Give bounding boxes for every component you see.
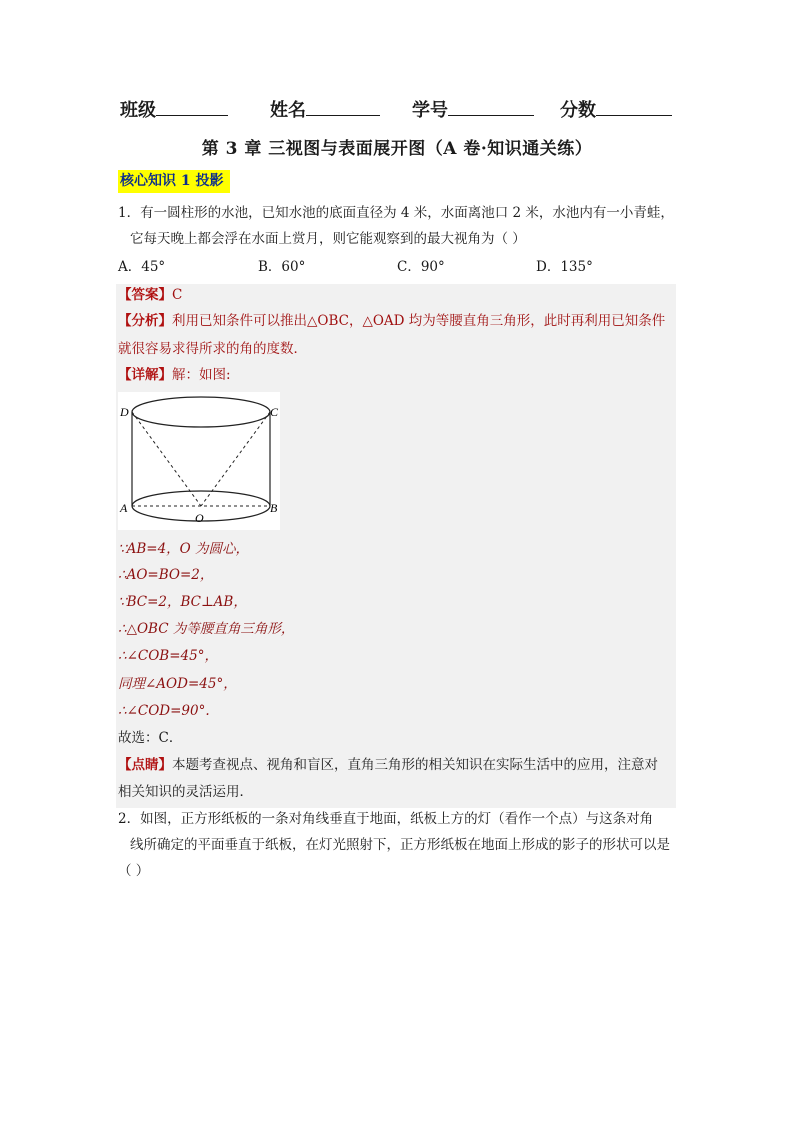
analysis-line-1 bbox=[118, 308, 678, 334]
question-1-options bbox=[118, 256, 678, 278]
label-b: B bbox=[270, 501, 278, 515]
name-label: 姓名 bbox=[270, 100, 306, 121]
question-1-line-2: 它每天晚上都会浮在水面上赏月，则它能观察到的最大视角为（ ） bbox=[130, 231, 526, 247]
step-5: ∴∠COB=45°， bbox=[118, 648, 218, 664]
question-2-line-3: （ ） bbox=[118, 863, 150, 879]
score-field bbox=[560, 96, 672, 122]
comment-line-1 bbox=[118, 752, 678, 778]
comment-text-1: 本题考查视点、视角和盲区，直角三角形的相关知识在实际生活中的应用，注意对 bbox=[172, 757, 658, 773]
question-2 bbox=[118, 806, 678, 884]
question-1-line-1: 1．有一圆柱形的水池，已知水池的底面直径为 4 米，水面离池口 2 米，水池内有一小青蛙， bbox=[118, 205, 674, 221]
choice-line: 故选：C． bbox=[118, 730, 183, 746]
detail-text: 解：如图: bbox=[172, 367, 231, 383]
cylinder-figure bbox=[118, 392, 280, 530]
score-blank[interactable] bbox=[596, 97, 672, 116]
class-blank[interactable] bbox=[156, 97, 228, 116]
top-ellipse bbox=[132, 397, 270, 427]
id-blank[interactable] bbox=[448, 97, 534, 116]
question-2-line-1: 2．如图，正方形纸板的一条对角线垂直于地面，纸板上方的灯（看作一个点）与这条对角 bbox=[118, 811, 654, 827]
analysis-text-1: 利用已知条件可以推出△OBC，△OAD 均为等腰直角三角形，此时再利用已知条件 bbox=[172, 313, 666, 329]
section-heading: 核心知识 1 投影 bbox=[118, 170, 230, 193]
step-6: 同理∠AOD=45°， bbox=[118, 676, 237, 692]
step-3: ∵BC=2，BC⊥AB， bbox=[118, 594, 247, 610]
answer-line bbox=[118, 282, 678, 308]
analysis-line-2: 就很容易求得所求的角的度数． bbox=[118, 341, 307, 357]
id-field bbox=[412, 96, 534, 122]
line-oc bbox=[201, 412, 270, 506]
cylinder-diagram bbox=[118, 392, 280, 530]
step-1: ∵AB=4，O 为圆心， bbox=[118, 541, 250, 557]
question-2-line-2: 线所确定的平面垂直于纸板，在灯光照射下，正方形纸板在地面上形成的影子的形状可以是 bbox=[130, 837, 670, 853]
class-label: 班级 bbox=[120, 100, 156, 121]
option-a[interactable]: A．45° bbox=[118, 259, 166, 275]
score-label: 分数 bbox=[560, 100, 596, 121]
detail-tag: 【详解】 bbox=[118, 367, 172, 383]
line-od bbox=[132, 412, 201, 506]
option-b[interactable]: B．60° bbox=[258, 259, 306, 275]
question-1 bbox=[118, 200, 678, 252]
bottom-back-arc bbox=[132, 491, 270, 506]
class-field bbox=[120, 96, 228, 122]
step-2: ∴AO=BO=2， bbox=[118, 567, 214, 583]
name-blank[interactable] bbox=[306, 97, 380, 116]
label-c: C bbox=[270, 405, 279, 419]
step-4: ∴△OBC 为等腰直角三角形， bbox=[118, 621, 295, 637]
label-o: O bbox=[195, 511, 204, 525]
label-a: A bbox=[120, 501, 128, 515]
option-d[interactable]: D．135° bbox=[536, 259, 593, 275]
comment-line-2: 相关知识的灵活运用． bbox=[118, 784, 253, 800]
page-title: 第 3 章 三视图与表面展开图（A 卷·知识通关练） bbox=[201, 139, 593, 159]
label-d: D bbox=[120, 405, 129, 419]
answer-value: C bbox=[172, 287, 183, 303]
option-c[interactable]: C．90° bbox=[397, 259, 445, 275]
student-info-header bbox=[120, 96, 680, 126]
analysis-tag: 【分析】 bbox=[118, 313, 172, 329]
detail-line bbox=[118, 362, 678, 388]
step-7: ∴∠COD=90°. bbox=[118, 703, 210, 719]
name-field bbox=[270, 96, 380, 122]
id-label: 学号 bbox=[412, 100, 448, 121]
answer-tag: 【答案】 bbox=[118, 287, 172, 303]
comment-tag: 【点睛】 bbox=[118, 757, 172, 773]
